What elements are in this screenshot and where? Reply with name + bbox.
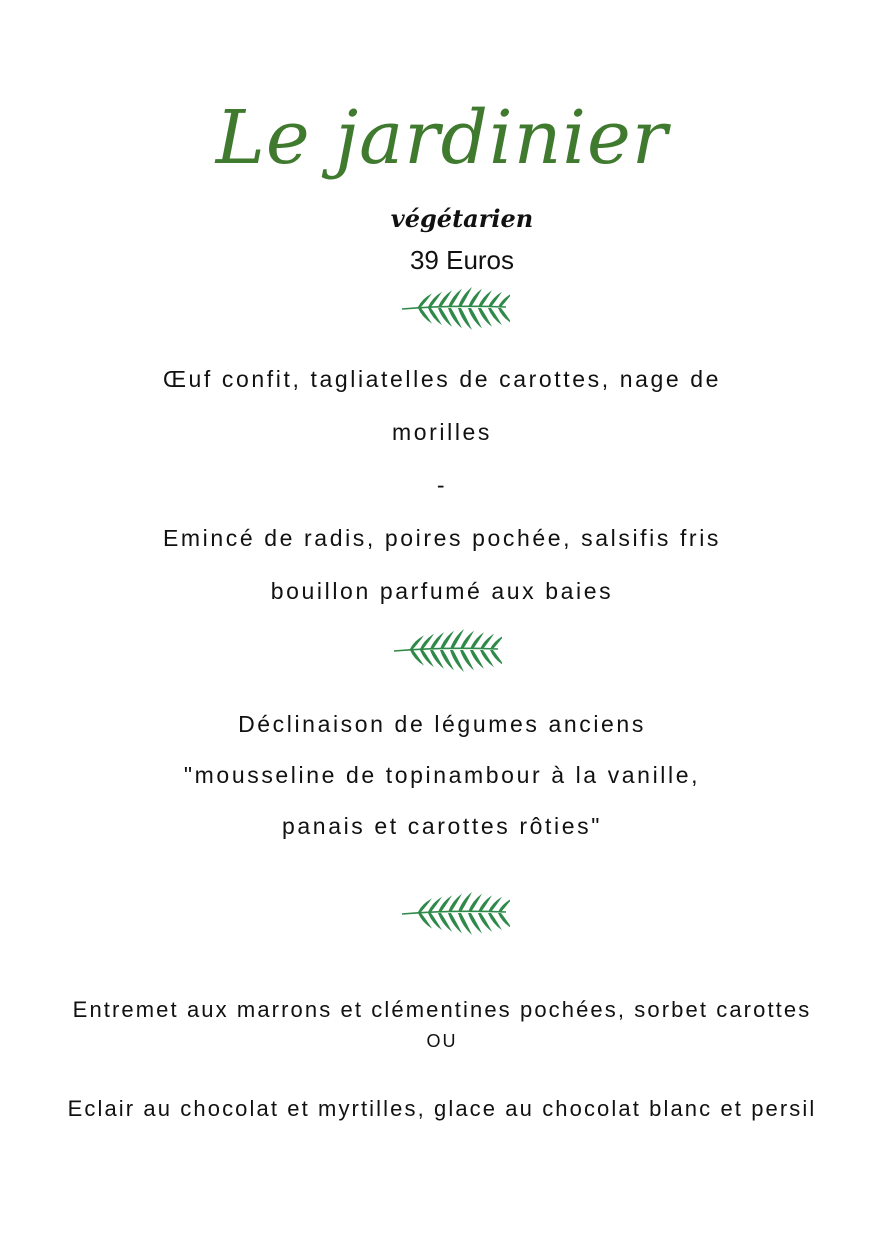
fern-leaf-shape [402,287,510,330]
main-line-1: Déclinaison de légumes anciens [238,711,646,737]
fern-leaf-icon [400,283,510,333]
fern-leaf-shape [394,629,502,672]
leaflet-top [498,293,510,307]
leaflet-top [490,635,502,649]
main-line-2: "mousseline de topinambour à la vanille, [183,762,701,788]
menu-subtitle: végétarien [390,204,534,233]
dessert-option-2: Eclair au chocolat et myrtilles, glace au chocolat blanc et persil [67,1096,817,1121]
starter-line-4: bouillon parfumé aux baies [270,578,614,604]
leaflet-bottom [490,650,502,666]
fern-leaf-shape [402,892,510,935]
leaflet-bottom [498,913,510,929]
starter-line-2: morilles [391,419,493,445]
fern-leaf-icon [392,625,502,675]
starter-separator: - [436,472,448,498]
dessert-option-1: Entremet aux marrons et clémentines pochées, sorbet carottes [72,997,812,1022]
fern-leaf-icon [400,888,510,938]
main-line-3: panais et carottes rôties" [282,813,602,839]
leaflet-top [498,898,510,912]
menu-price: 39 Euros [409,245,515,275]
menu-title: Le jardinier [215,95,669,181]
dessert-or: OU [426,1031,458,1051]
starter-line-3: Emincé de radis, poires pochée, salsifis fris [162,525,722,551]
starter-line-1: Œuf confit, tagliatelles de carottes, nage de [162,366,722,392]
leaflet-bottom [498,308,510,324]
